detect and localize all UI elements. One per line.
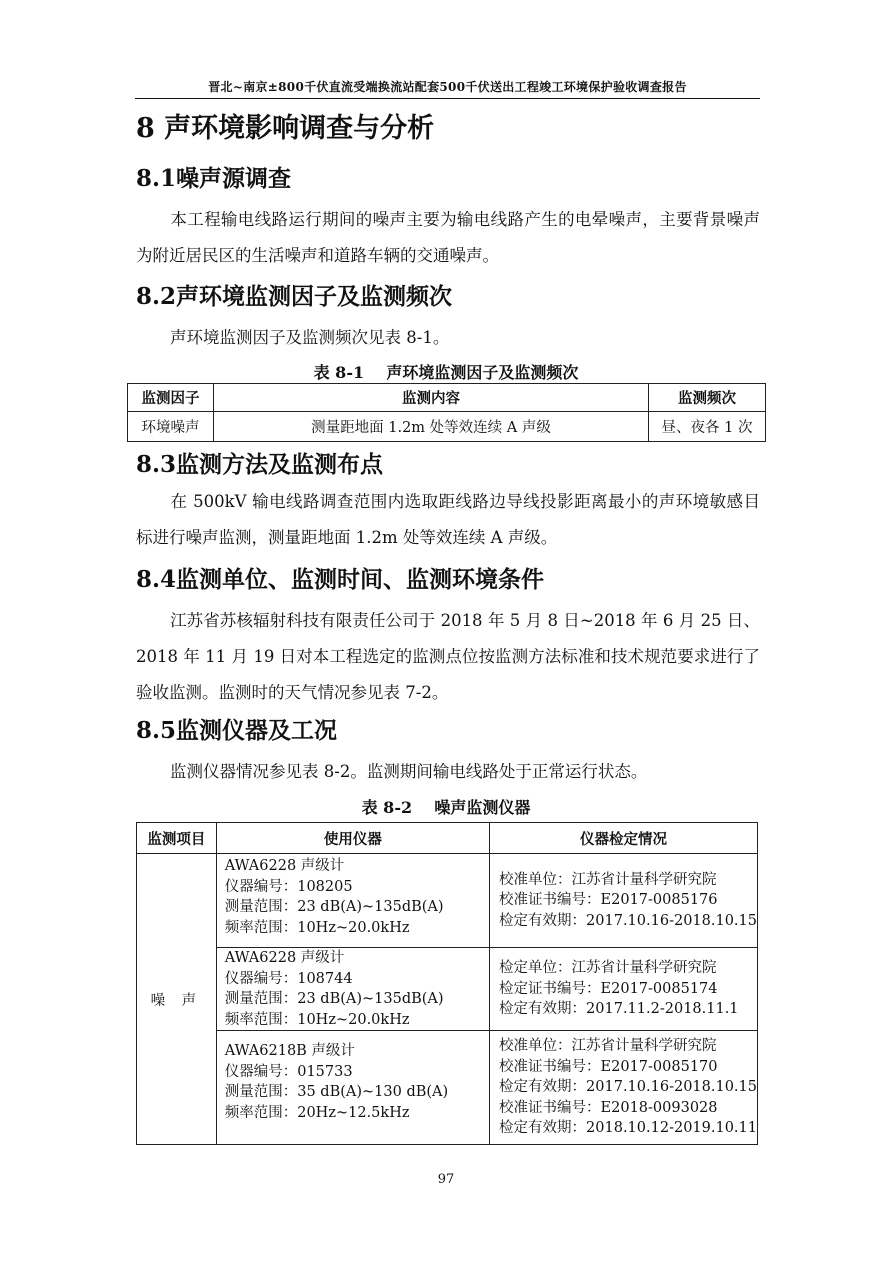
instrument-cell [216, 854, 489, 948]
calibration-line: 校准证书编号：E2017-0085170 [499, 1058, 718, 1075]
paragraph-text: 江苏省苏核辐射科技有限责任公司于 2018 年 5 月 8 日~2018 年 6 月 25 日、2018 年 11 月 19 日对本工程选定的监测点位按监测方法标准和技术规范要求进行了验收监测。监测时的天气情况参见表 7-2。 [136, 611, 760, 702]
table-header-row [137, 823, 758, 854]
page-number: 97 [437, 1172, 455, 1187]
table-header-cell: 监测因子 [128, 384, 214, 412]
running-header: 晋北~南京±800千伏直流受端换流站配套500千伏送出工程竣工环境保护验收调查报告 [208, 80, 687, 94]
monitoring-item-cell: 噪 声 [137, 854, 217, 1145]
calibration-cell [490, 1031, 758, 1145]
calibration-line: 检定有效期：2018.10.12-2019.10.11 [499, 1120, 757, 1137]
instrument-line: 测量范围：23 dB(A)~135dB(A) [224, 991, 444, 1007]
table-header-row [128, 384, 766, 412]
table-cell: 昼、夜各 1 次 [649, 412, 766, 442]
table-row [137, 948, 758, 1031]
table-header-cell: 使用仪器 [216, 823, 489, 854]
table-cell: 测量距地面 1.2m 处等效连续 A 声级 [214, 412, 649, 442]
table-row [137, 854, 758, 948]
instrument-line: 频率范围：10Hz~20.0kHz [224, 919, 410, 936]
section-title-8-3: 8.3监测方法及监测布点 [136, 451, 384, 478]
paragraph-monitoring-method [136, 484, 760, 556]
table-8-1 [127, 383, 766, 442]
paragraph-monitoring-factors [136, 320, 760, 356]
paragraph-text: 声环境监测因子及监测频次见表 8-1。 [170, 328, 450, 347]
instrument-cell [216, 1031, 489, 1145]
instrument-line: 频率范围：10Hz~20.0kHz [224, 1011, 410, 1028]
calibration-line: 检定有效期：2017.11.2-2018.11.1 [499, 1001, 739, 1018]
table-row [137, 1031, 758, 1145]
section-title-8-1: 8.1噪声源调查 [136, 165, 292, 192]
calibration-line: 检定有效期：2017.10.16-2018.10.15 [499, 912, 757, 929]
table-header-cell: 仪器检定情况 [490, 823, 758, 854]
table-8-2-caption: 表 8-2 噪声监测仪器 [361, 798, 531, 817]
chapter-title: 8 声环境影响调查与分析 [136, 113, 435, 144]
instrument-line: 测量范围：23 dB(A)~135dB(A) [224, 899, 444, 915]
instrument-line: AWA6228 声级计 [224, 950, 345, 966]
instrument-cell [216, 948, 489, 1031]
section-title-8-4: 8.4监测单位、监测时间、监测环境条件 [136, 566, 545, 593]
table-cell: 环境噪声 [128, 412, 214, 442]
table-8-2 [136, 822, 758, 1145]
instrument-line: 仪器编号：108744 [224, 970, 353, 987]
calibration-cell [490, 948, 758, 1031]
table-row [128, 412, 766, 442]
instrument-line: 仪器编号：015733 [224, 1063, 353, 1080]
instrument-line: AWA6228 声级计 [224, 858, 345, 874]
section-title-8-2: 8.2声环境监测因子及监测频次 [136, 283, 453, 310]
table-8-1-caption: 表 8-1 声环境监测因子及监测频次 [313, 363, 579, 382]
paragraph-text: 在 500kV 输电线路调查范围内选取距线路边导线投影距离最小的声环境敏感目标进行噪声监测，测量距地面 1.2m 处等效连续 A 声级。 [136, 492, 760, 547]
table-header-cell: 监测内容 [214, 384, 649, 412]
table-header-cell: 监测频次 [649, 384, 766, 412]
calibration-line: 校准单位：江苏省计量科学研究院 [499, 1038, 717, 1055]
paragraph-text: 本工程输电线路运行期间的噪声主要为输电线路产生的电晕噪声，主要背景噪声为附近居民区的生活噪声和道路车辆的交通噪声。 [136, 210, 760, 265]
paragraph-noise-source [136, 202, 760, 274]
calibration-line: 校准单位：江苏省计量科学研究院 [499, 871, 717, 888]
paragraph-instruments [136, 754, 760, 790]
instrument-line: AWA6218B 声级计 [224, 1043, 355, 1059]
calibration-line: 校准证书编号：E2018-0093028 [499, 1099, 718, 1116]
instrument-line: 仪器编号：108205 [224, 878, 353, 895]
paragraph-monitoring-unit [136, 603, 760, 711]
header-rule [135, 98, 760, 99]
calibration-cell [490, 854, 758, 948]
instrument-line: 测量范围：35 dB(A)~130 dB(A) [224, 1084, 449, 1100]
section-title-8-5: 8.5监测仪器及工况 [136, 717, 338, 744]
calibration-line: 检定有效期：2017.10.16-2018.10.15 [499, 1079, 757, 1096]
paragraph-text: 监测仪器情况参见表 8-2。监测期间输电线路处于正常运行状态。 [170, 762, 648, 781]
calibration-line: 检定单位：江苏省计量科学研究院 [499, 960, 717, 977]
instrument-line: 频率范围：20Hz~12.5kHz [224, 1104, 410, 1121]
calibration-line: 校准证书编号：E2017-0085176 [499, 892, 718, 909]
table-header-cell: 监测项目 [137, 823, 217, 854]
calibration-line: 检定证书编号：E2017-0085174 [499, 980, 718, 997]
